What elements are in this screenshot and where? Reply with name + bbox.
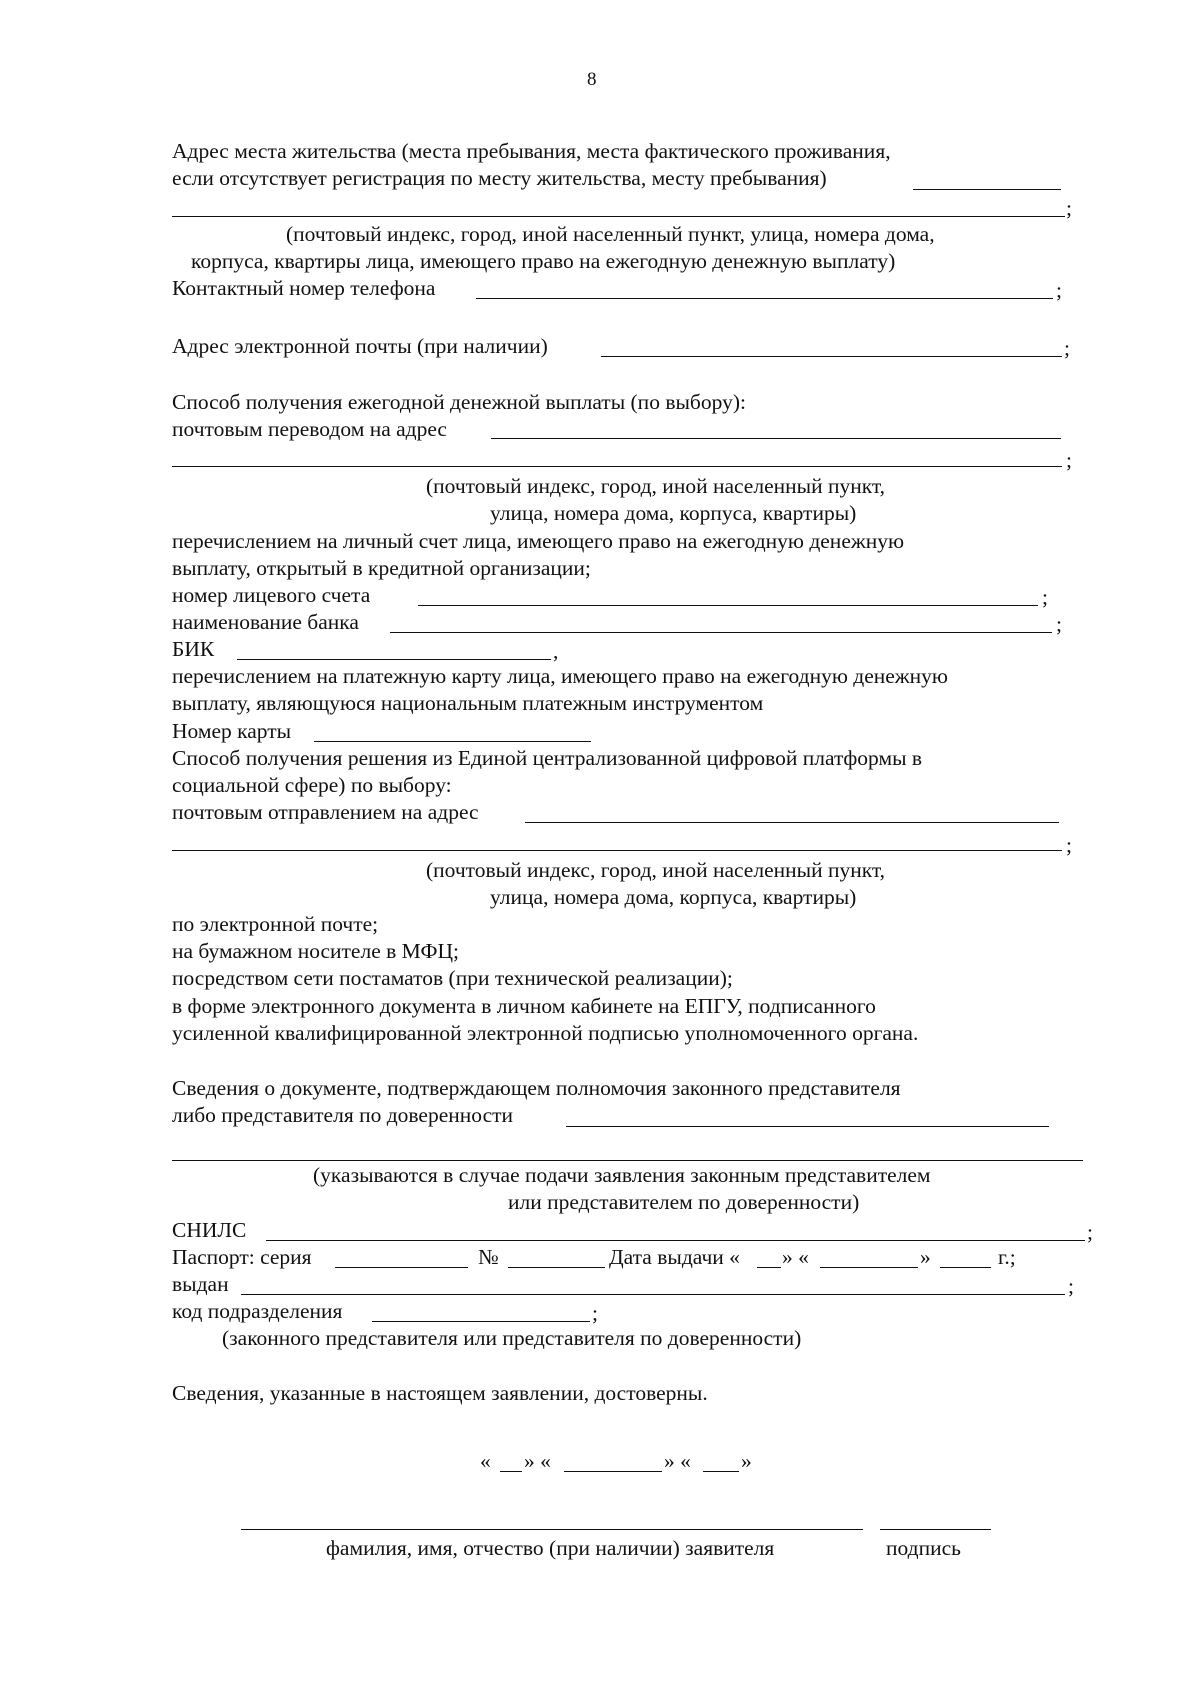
decision-postal-semicolon: ; bbox=[1066, 833, 1072, 857]
residence-hint-line2: корпуса, квартиры лица, имеющего право на ежегодную денежную выплату) bbox=[191, 249, 896, 273]
decision-option-postamat: посредством сети постаматов (при технической реализации); bbox=[172, 966, 733, 990]
passport-series-label: Паспорт: серия bbox=[172, 1245, 312, 1269]
payment-account-line1: перечислением на личный счет лица, имеющего право на ежегодную денежную bbox=[172, 529, 905, 553]
applicant-name-field[interactable] bbox=[241, 1529, 863, 1530]
passport-series-field[interactable] bbox=[335, 1267, 468, 1268]
issue-date-sep1: » « bbox=[782, 1245, 809, 1269]
signature-caption: подпись bbox=[886, 1536, 961, 1560]
account-number-field[interactable] bbox=[418, 605, 1038, 606]
representative-hint-line3: (законного представителя или представителя по доверенности) bbox=[222, 1326, 802, 1350]
issue-day-field[interactable] bbox=[757, 1267, 781, 1268]
page-number: 8 bbox=[587, 69, 597, 90]
decision-postal-field-1[interactable] bbox=[525, 822, 1059, 823]
phone-field[interactable] bbox=[476, 298, 1053, 299]
account-number-label: номер лицевого счета bbox=[172, 583, 371, 607]
decision-option-epgu-line2: усиленной квалифицированной электронной подписью уполномоченного органа. bbox=[172, 1021, 919, 1045]
decision-option-email: по электронной почте; bbox=[172, 912, 379, 936]
residence-label-line1: Адрес места жительства (места пребывания, места фактического проживания, bbox=[172, 139, 891, 163]
issued-by-field[interactable] bbox=[241, 1294, 1065, 1295]
payment-postal-hint-line1: (почтовый индекс, город, иной населенный пункт, bbox=[426, 474, 886, 498]
sign-day-field[interactable] bbox=[500, 1471, 522, 1472]
payment-title: Способ получения ежегодной денежной выплаты (по выбору): bbox=[172, 390, 746, 414]
division-code-label: код подразделения bbox=[172, 1299, 343, 1323]
sign-year-field[interactable] bbox=[703, 1471, 739, 1472]
date-quote-sep2: » « bbox=[664, 1449, 691, 1473]
confirmation-text: Сведения, указанные в настоящем заявлении, достоверны. bbox=[172, 1381, 708, 1405]
email-end: ; bbox=[1064, 336, 1070, 360]
payment-card-line2: выплату, являющуюся национальным платежным инструментом bbox=[172, 691, 764, 715]
decision-line1: Способ получения решения из Единой централизованной цифровой платформы в bbox=[172, 746, 923, 770]
representative-line2: либо представителя по доверенности bbox=[172, 1103, 514, 1127]
phone-label: Контактный номер телефона bbox=[172, 276, 436, 300]
representative-hint-line2: или представителем по доверенности) bbox=[508, 1190, 860, 1214]
payment-postal-field-1[interactable] bbox=[491, 438, 1061, 439]
payment-postal-hint-line2: улица, номера дома, корпуса, квартиры) bbox=[490, 501, 857, 525]
snils-label: СНИЛС bbox=[172, 1218, 247, 1242]
issue-date-label: Дата выдачи « bbox=[609, 1245, 740, 1269]
decision-postal-hint-line2: улица, номера дома, корпуса, квартиры) bbox=[490, 885, 857, 909]
email-field[interactable] bbox=[601, 356, 1062, 357]
signature-field[interactable] bbox=[880, 1529, 991, 1530]
residence-hint-line1: (почтовый индекс, город, иной населенный пункт, улица, номера дома, bbox=[286, 222, 935, 246]
decision-postal-hint-line1: (почтовый индекс, город, иной населенный пункт, bbox=[426, 858, 886, 882]
residence-semicolon: ; bbox=[1066, 196, 1072, 220]
sign-month-field[interactable] bbox=[564, 1471, 662, 1472]
representative-hint-line1: (указываются в случае подачи заявления законным представителем bbox=[313, 1163, 931, 1187]
bik-end: , bbox=[553, 639, 559, 663]
payment-postal-label: почтовым переводом на адрес bbox=[172, 417, 447, 441]
card-number-field[interactable] bbox=[314, 741, 591, 742]
date-quote-close: » bbox=[741, 1449, 752, 1473]
payment-postal-semicolon: ; bbox=[1066, 448, 1072, 472]
decision-postal-label: почтовым отправлением на адрес bbox=[172, 800, 479, 824]
issued-by-end: ; bbox=[1068, 1274, 1074, 1298]
representative-field-1[interactable] bbox=[566, 1126, 1049, 1127]
division-code-end: ; bbox=[592, 1301, 598, 1325]
issue-month-field[interactable] bbox=[820, 1267, 918, 1268]
bik-field[interactable] bbox=[237, 659, 551, 660]
payment-postal-field-2[interactable] bbox=[172, 466, 1062, 467]
payment-account-line2: выплату, открытый в кредитной организации; bbox=[172, 556, 591, 580]
issue-year-field[interactable] bbox=[940, 1267, 991, 1268]
residence-field-2[interactable] bbox=[172, 216, 1065, 217]
snils-field[interactable] bbox=[266, 1240, 1085, 1241]
decision-postal-field-2[interactable] bbox=[172, 850, 1062, 851]
bik-label: БИК bbox=[172, 637, 215, 661]
issue-date-sep2: » bbox=[920, 1245, 931, 1269]
residence-field-1[interactable] bbox=[913, 189, 1061, 190]
date-quote-sep1: » « bbox=[524, 1449, 551, 1473]
issued-by-label: выдан bbox=[172, 1272, 229, 1296]
decision-option-epgu-line1: в форме электронного документа в личном кабинете на ЕПГУ, подписанного bbox=[172, 994, 876, 1018]
snils-end: ; bbox=[1087, 1220, 1093, 1244]
decision-line2: социальной сфере) по выбору: bbox=[172, 773, 452, 797]
bank-name-label: наименование банка bbox=[172, 610, 359, 634]
account-number-end: ; bbox=[1042, 585, 1048, 609]
issue-year-suffix: г.; bbox=[998, 1245, 1016, 1269]
bank-name-field[interactable] bbox=[390, 632, 1052, 633]
email-label: Адрес электронной почты (при наличии) bbox=[172, 334, 548, 358]
payment-card-line1: перечислением на платежную карту лица, имеющего право на ежегодную денежную bbox=[172, 664, 948, 688]
passport-number-field[interactable] bbox=[508, 1267, 605, 1268]
division-code-field[interactable] bbox=[372, 1321, 590, 1322]
decision-option-paper: на бумажном носителе в МФЦ; bbox=[172, 939, 459, 963]
card-number-label: Номер карты bbox=[172, 719, 292, 743]
bank-name-end: ; bbox=[1056, 612, 1062, 636]
representative-line1: Сведения о документе, подтверждающем полномочия законного представителя bbox=[172, 1076, 901, 1100]
date-quote-open: « bbox=[480, 1449, 491, 1473]
applicant-name-caption: фамилия, имя, отчество (при наличии) заявителя bbox=[326, 1536, 775, 1560]
passport-number-sign: № bbox=[478, 1245, 499, 1269]
residence-label-line2: если отсутствует регистрация по месту жительства, месту пребывания) bbox=[172, 166, 827, 190]
phone-end: ; bbox=[1056, 278, 1062, 302]
